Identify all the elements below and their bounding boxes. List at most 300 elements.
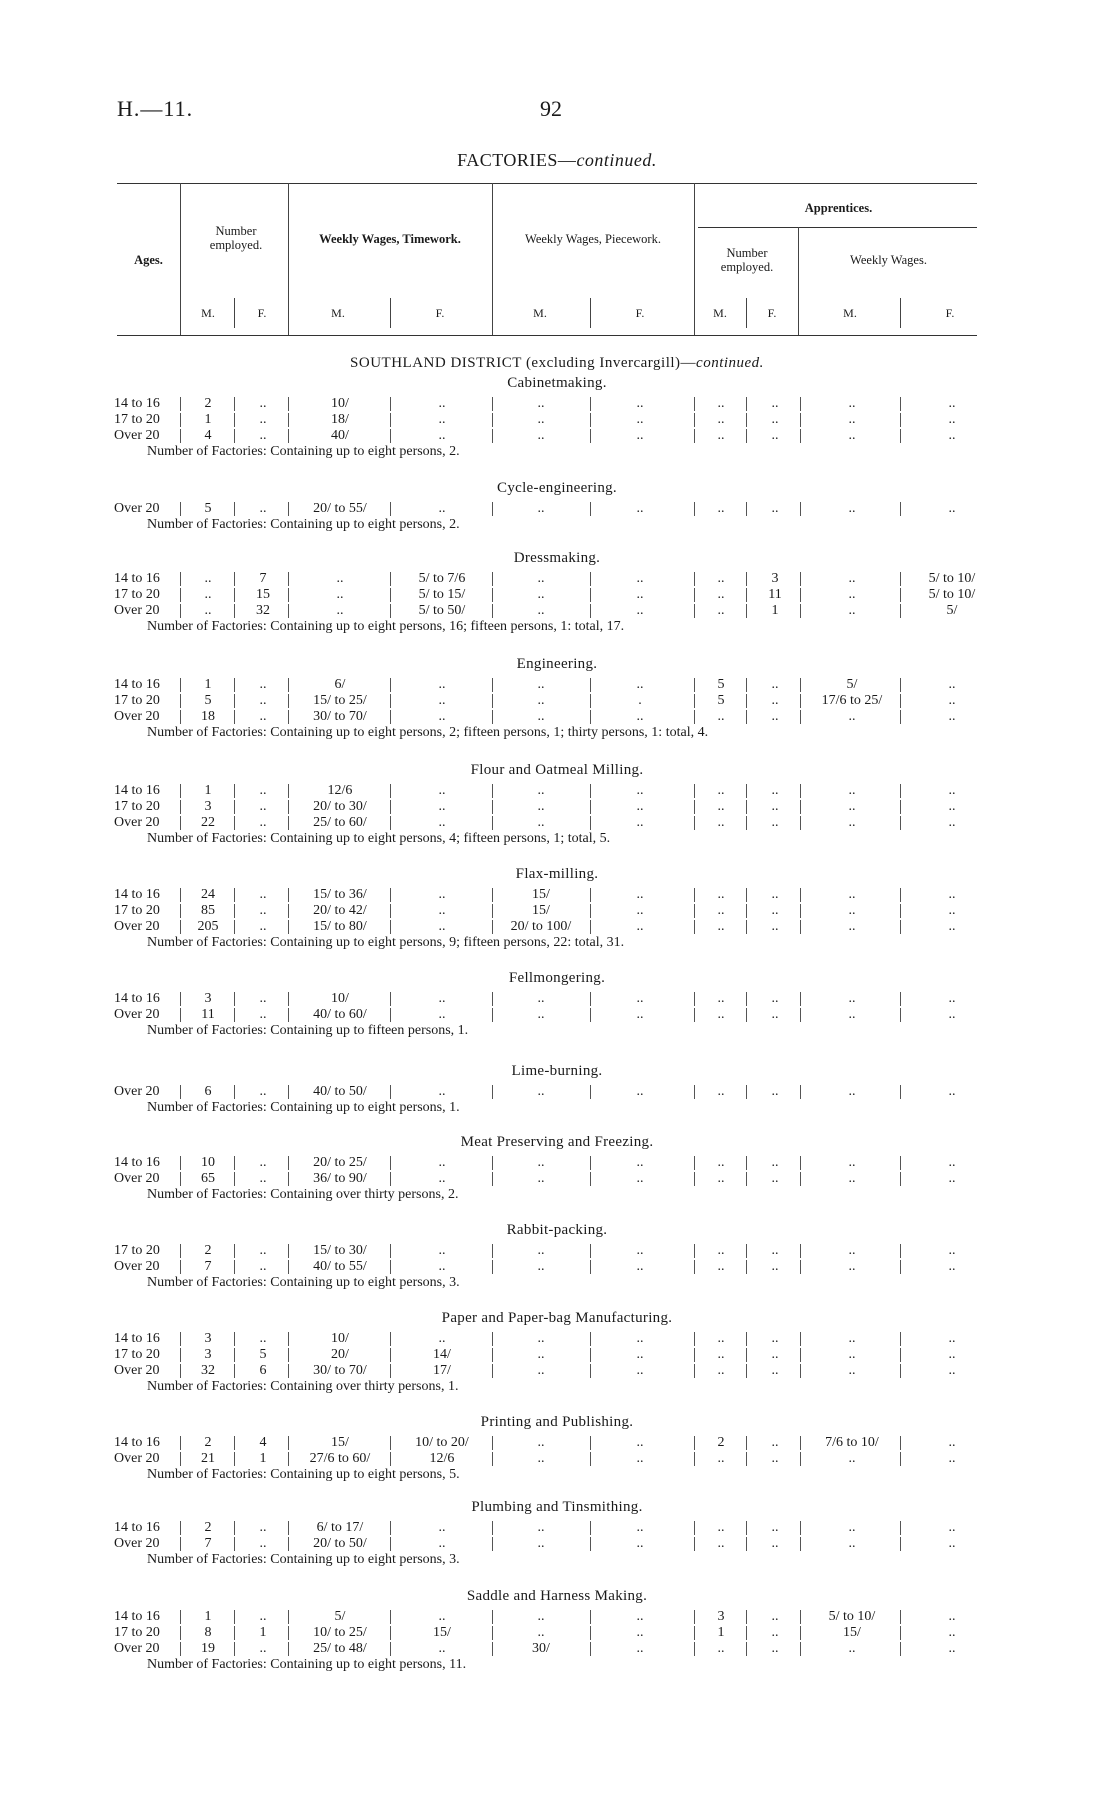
age-cell: Over 20 [114,1259,160,1274]
value-cell: .. [948,501,956,516]
value-cell: .. [438,919,446,934]
value-cell: .. [537,1520,545,1535]
factories-note: Number of Factories: Containing up to eight persons, 2; fifteen persons, 1; thirty persons, 1: total, 4. [147,725,709,740]
value-cell: 1 [204,783,212,798]
value-cell: 18/ [331,412,349,427]
value-cell: 15/ to 80/ [313,919,367,934]
value-cell: .. [848,1155,856,1170]
value-cell: .. [336,587,344,602]
value-cell: .. [259,396,267,411]
sub-header-f: F. [945,306,955,320]
value-cell: .. [848,919,856,934]
value-cell: 10/ [331,1331,349,1346]
age-cell: 17 to 20 [114,1347,160,1362]
value-cell: 5 [259,1347,267,1362]
value-cell: 5/ [946,603,958,618]
value-cell: .. [259,799,267,814]
value-cell: 22 [201,815,215,830]
col-divider [180,183,181,335]
table-row [0,1641,1114,1657]
value-cell: .. [848,1347,856,1362]
value-cell: .. [948,1171,956,1186]
age-cell: 17 to 20 [114,412,160,427]
value-cell: .. [771,412,779,427]
value-cell: 10/ [331,991,349,1006]
value-cell: .. [771,903,779,918]
value-cell: 1 [771,603,779,618]
value-cell: .. [537,709,545,724]
value-cell: .. [848,571,856,586]
value-cell: .. [848,1007,856,1022]
value-cell: .. [636,1243,644,1258]
value-cell: .. [537,396,545,411]
value-cell: 20/ to 25/ [313,1155,367,1170]
value-cell: .. [848,1331,856,1346]
value-cell: 6/ to 17/ [316,1520,364,1535]
value-cell: 7/6 to 10/ [825,1435,879,1450]
value-cell: 85 [201,903,215,918]
value-cell: 5 [717,677,725,692]
value-cell: 3 [771,571,779,586]
value-cell: .. [848,1641,856,1656]
industry-title: Meat Preserving and Freezing. [460,1134,654,1150]
value-cell: .. [259,1609,267,1624]
table-row [0,1536,1114,1552]
value-cell: .. [259,677,267,692]
value-cell: 5/ to 15/ [418,587,466,602]
table-row [0,815,1114,831]
value-cell: 15/ [532,887,550,902]
value-cell: 25/ to 60/ [313,815,367,830]
document-reference: H.—11. [117,96,194,121]
value-cell: 25/ to 48/ [313,1641,367,1656]
value-cell: .. [948,1084,956,1099]
value-cell: 7 [204,1259,212,1274]
value-cell: .. [717,501,725,516]
value-cell: .. [537,1259,545,1274]
table-row [0,1347,1114,1363]
table-row [0,1007,1114,1023]
value-cell: 3 [717,1609,725,1624]
value-cell: .. [537,799,545,814]
value-cell: .. [636,1363,644,1378]
value-cell: .. [438,799,446,814]
value-cell: .. [771,1243,779,1258]
value-cell: .. [848,1084,856,1099]
factories-note: Number of Factories: Containing up to eight persons, 2. [147,444,460,459]
value-cell: 20/ [331,1347,349,1362]
value-cell: 8 [204,1625,212,1640]
value-cell: 40/ [331,428,349,443]
value-cell: 1 [259,1451,267,1466]
value-cell: .. [771,799,779,814]
value-cell: .. [537,501,545,516]
age-cell: Over 20 [114,919,160,934]
value-cell: 20/ to 42/ [313,903,367,918]
value-cell: .. [438,1243,446,1258]
table-row [0,428,1114,444]
title-italic: continued. [576,150,657,170]
value-cell: .. [948,709,956,724]
value-cell: .. [717,783,725,798]
value-cell: .. [537,1363,545,1378]
table-row [0,1171,1114,1187]
value-cell: .. [848,1520,856,1535]
value-cell: 2 [204,1435,212,1450]
value-cell: .. [438,1641,446,1656]
table-row [0,1625,1114,1641]
value-cell: .. [438,991,446,1006]
sub-header-m: M. [713,306,727,320]
value-cell: 17/ [433,1363,451,1378]
age-cell: Over 20 [114,1536,160,1551]
value-cell: .. [848,887,856,902]
value-cell: .. [848,991,856,1006]
value-cell: .. [537,571,545,586]
value-cell: .. [537,1155,545,1170]
value-cell: .. [636,887,644,902]
value-cell: .. [717,412,725,427]
value-cell: 205 [197,919,219,934]
industry-title: Cycle-engineering. [497,480,617,496]
table-row [0,1363,1114,1379]
value-cell: .. [848,396,856,411]
value-cell: 2 [204,396,212,411]
value-cell: .. [636,799,644,814]
value-cell: .. [259,1259,267,1274]
value-cell: 5 [204,501,212,516]
ages-header: Ages. [134,253,163,267]
industry-title: Plumbing and Tinsmithing. [471,1499,643,1515]
sub-divider [900,298,901,328]
value-cell: .. [636,677,644,692]
district-heading [0,355,1114,372]
value-cell: .. [537,1435,545,1450]
table-row [0,1331,1114,1347]
age-cell: 14 to 16 [114,396,160,411]
value-cell: 15/ [331,1435,349,1450]
value-cell: .. [636,412,644,427]
value-cell: 10/ to 25/ [313,1625,367,1640]
value-cell: 65 [201,1171,215,1186]
value-cell: 3 [204,1331,212,1346]
value-cell: .. [259,1155,267,1170]
value-cell: .. [537,693,545,708]
value-cell: .. [948,1451,956,1466]
col-divider [694,183,695,335]
value-cell: .. [848,603,856,618]
value-cell: .. [636,1536,644,1551]
value-cell: 11 [768,587,782,602]
value-cell: .. [848,428,856,443]
value-cell: .. [948,1331,956,1346]
value-cell: .. [537,1331,545,1346]
value-cell: 2 [204,1243,212,1258]
table-row [0,501,1114,517]
value-cell: .. [438,709,446,724]
value-cell: .. [948,1520,956,1535]
value-cell: .. [771,1641,779,1656]
factories-note: Number of Factories: Containing up to eight persons, 4; fifteen persons, 1; total, 5. [147,831,611,846]
value-cell: .. [717,1536,725,1551]
value-cell: .. [771,1155,779,1170]
age-cell: Over 20 [114,709,160,724]
sub-divider [234,298,235,328]
value-cell: .. [771,501,779,516]
industry-title: Lime-burning. [511,1063,603,1079]
district-main: SOUTHLAND DISTRICT (excluding Invercargill)— [350,355,697,371]
value-cell: 10 [201,1155,215,1170]
value-cell: .. [636,501,644,516]
value-cell: .. [336,571,344,586]
factories-note: Number of Factories: Containing up to eight persons, 3. [147,1275,460,1290]
value-cell: .. [537,1536,545,1551]
table-row [0,783,1114,799]
value-cell: .. [438,693,446,708]
apprentice-number-header: Number employed. [720,246,774,274]
factories-note: Number of Factories: Containing up to eight persons, 9; fifteen persons, 22: total, 31. [147,935,625,950]
age-cell: Over 20 [114,1451,160,1466]
value-cell: .. [717,1363,725,1378]
value-cell: 19 [201,1641,215,1656]
age-cell: 17 to 20 [114,693,160,708]
table-row [0,903,1114,919]
value-cell: .. [636,587,644,602]
value-cell: . [638,693,642,708]
value-cell: 27/6 to 60/ [309,1451,371,1466]
value-cell: 10/ to 20/ [415,1435,469,1450]
page-title [0,150,1114,171]
sub-divider [390,298,391,328]
value-cell: .. [771,677,779,692]
value-cell: .. [717,1520,725,1535]
table-row [0,1155,1114,1171]
value-cell: .. [948,428,956,443]
value-cell: .. [259,887,267,902]
value-cell: .. [438,412,446,427]
value-cell: .. [771,396,779,411]
sub-header-f: F. [435,306,445,320]
value-cell: .. [636,428,644,443]
value-cell: .. [636,603,644,618]
value-cell: .. [771,1451,779,1466]
age-cell: Over 20 [114,815,160,830]
age-cell: Over 20 [114,1084,160,1099]
sub-header-m: M. [331,306,345,320]
value-cell: .. [636,1625,644,1640]
value-cell: .. [948,1435,956,1450]
table-row [0,1084,1114,1100]
value-cell: .. [636,1155,644,1170]
value-cell: .. [537,1625,545,1640]
table-row [0,693,1114,709]
value-cell: 5/ to 10/ [928,571,976,586]
value-cell: 20/ to 55/ [313,501,367,516]
industry-title: Printing and Publishing. [480,1414,634,1430]
value-cell: .. [438,1331,446,1346]
value-cell: .. [537,412,545,427]
value-cell: .. [717,1331,725,1346]
value-cell: 3 [204,799,212,814]
value-cell: .. [771,1171,779,1186]
table-row [0,991,1114,1007]
value-cell: 1 [717,1625,725,1640]
value-cell: .. [948,1536,956,1551]
value-cell: .. [438,815,446,830]
value-cell: .. [848,903,856,918]
age-cell: Over 20 [114,1171,160,1186]
value-cell: .. [259,1331,267,1346]
value-cell: 20/ to 30/ [313,799,367,814]
value-cell: .. [948,783,956,798]
value-cell: 15/ to 30/ [313,1243,367,1258]
value-cell: .. [537,1007,545,1022]
value-cell: .. [259,1084,267,1099]
value-cell: .. [438,1007,446,1022]
factories-note: Number of Factories: Containing up to eight persons, 2. [147,517,460,532]
value-cell: .. [848,412,856,427]
value-cell: 4 [259,1435,267,1450]
value-cell: 12/6 [327,783,353,798]
apprentices-rule [698,227,977,228]
value-cell: .. [259,1641,267,1656]
age-cell: Over 20 [114,1641,160,1656]
value-cell: 6 [204,1084,212,1099]
value-cell: .. [636,1609,644,1624]
value-cell: 15/ [843,1625,861,1640]
value-cell: .. [259,1171,267,1186]
value-cell: .. [948,1243,956,1258]
value-cell: .. [636,1435,644,1450]
value-cell: .. [771,1259,779,1274]
table-row [0,709,1114,725]
value-cell: .. [438,501,446,516]
age-cell: 17 to 20 [114,903,160,918]
value-cell: .. [717,887,725,902]
value-cell: .. [771,1520,779,1535]
value-cell: .. [771,1331,779,1346]
value-cell: .. [537,1451,545,1466]
table-row [0,1259,1114,1275]
value-cell: .. [948,693,956,708]
value-cell: .. [948,1259,956,1274]
value-cell: .. [636,1520,644,1535]
value-cell: 1 [204,677,212,692]
value-cell: 20/ to 50/ [313,1536,367,1551]
value-cell: .. [948,1363,956,1378]
value-cell: .. [771,815,779,830]
table-row [0,412,1114,428]
age-cell: 17 to 20 [114,1625,160,1640]
industry-title: Flour and Oatmeal Milling. [470,762,644,778]
value-cell: 17/6 to 25/ [821,693,883,708]
value-cell: .. [717,1347,725,1362]
factories-note: Number of Factories: Containing up to fifteen persons, 1. [147,1023,469,1038]
value-cell: .. [948,1347,956,1362]
value-cell: 5/ to 10/ [928,587,976,602]
value-cell: .. [948,677,956,692]
industry-title: Paper and Paper-bag Manufacturing. [441,1310,673,1326]
value-cell: .. [948,1609,956,1624]
age-cell: Over 20 [114,1007,160,1022]
factories-note: Number of Factories: Containing over thirty persons, 2. [147,1187,459,1202]
value-cell: 12/6 [429,1451,455,1466]
value-cell: .. [636,919,644,934]
value-cell: 1 [204,1609,212,1624]
value-cell: .. [771,991,779,1006]
value-cell: 30/ to 70/ [313,1363,367,1378]
value-cell: .. [438,783,446,798]
industry-title: Cabinetmaking. [507,375,607,391]
value-cell: .. [204,571,212,586]
value-cell: .. [717,903,725,918]
value-cell: .. [717,1155,725,1170]
value-cell: .. [636,709,644,724]
table-row [0,1451,1114,1467]
value-cell: .. [438,887,446,902]
value-cell: .. [259,919,267,934]
age-cell: Over 20 [114,603,160,618]
value-cell: .. [259,693,267,708]
value-cell: .. [771,887,779,902]
value-cell: .. [636,1084,644,1099]
value-cell: .. [717,587,725,602]
table-row [0,1609,1114,1625]
factories-note: Number of Factories: Containing over thirty persons, 1. [147,1379,459,1394]
value-cell: .. [771,1007,779,1022]
value-cell: .. [636,1007,644,1022]
value-cell: .. [948,887,956,902]
value-cell: .. [948,815,956,830]
col-divider [492,183,493,335]
age-cell: Over 20 [114,1363,160,1378]
value-cell: .. [948,396,956,411]
value-cell: 5/ [846,677,858,692]
value-cell: .. [848,501,856,516]
industry-title: Rabbit-packing. [506,1222,608,1238]
value-cell: .. [717,709,725,724]
header-bottom-rule [117,335,977,336]
value-cell: 1 [259,1625,267,1640]
value-cell: 18 [201,709,215,724]
value-cell: .. [948,1007,956,1022]
age-cell: Over 20 [114,428,160,443]
age-cell: 17 to 20 [114,1243,160,1258]
value-cell: .. [771,1609,779,1624]
value-cell: .. [771,1536,779,1551]
value-cell: .. [259,1520,267,1535]
value-cell: .. [259,903,267,918]
header-top-rule [117,183,977,184]
value-cell: .. [948,1155,956,1170]
value-cell: .. [438,1520,446,1535]
value-cell: .. [948,903,956,918]
value-cell: .. [717,799,725,814]
age-cell: 17 to 20 [114,799,160,814]
value-cell: .. [537,587,545,602]
value-cell: 5 [204,693,212,708]
value-cell: 36/ to 90/ [313,1171,367,1186]
value-cell: 11 [201,1007,215,1022]
value-cell: .. [259,1536,267,1551]
value-cell: .. [848,1536,856,1551]
value-cell: .. [848,1171,856,1186]
table-row [0,799,1114,815]
table-row [0,571,1114,587]
value-cell: 32 [256,603,270,618]
value-cell: 20/ to 100/ [510,919,572,934]
sub-divider [590,298,591,328]
